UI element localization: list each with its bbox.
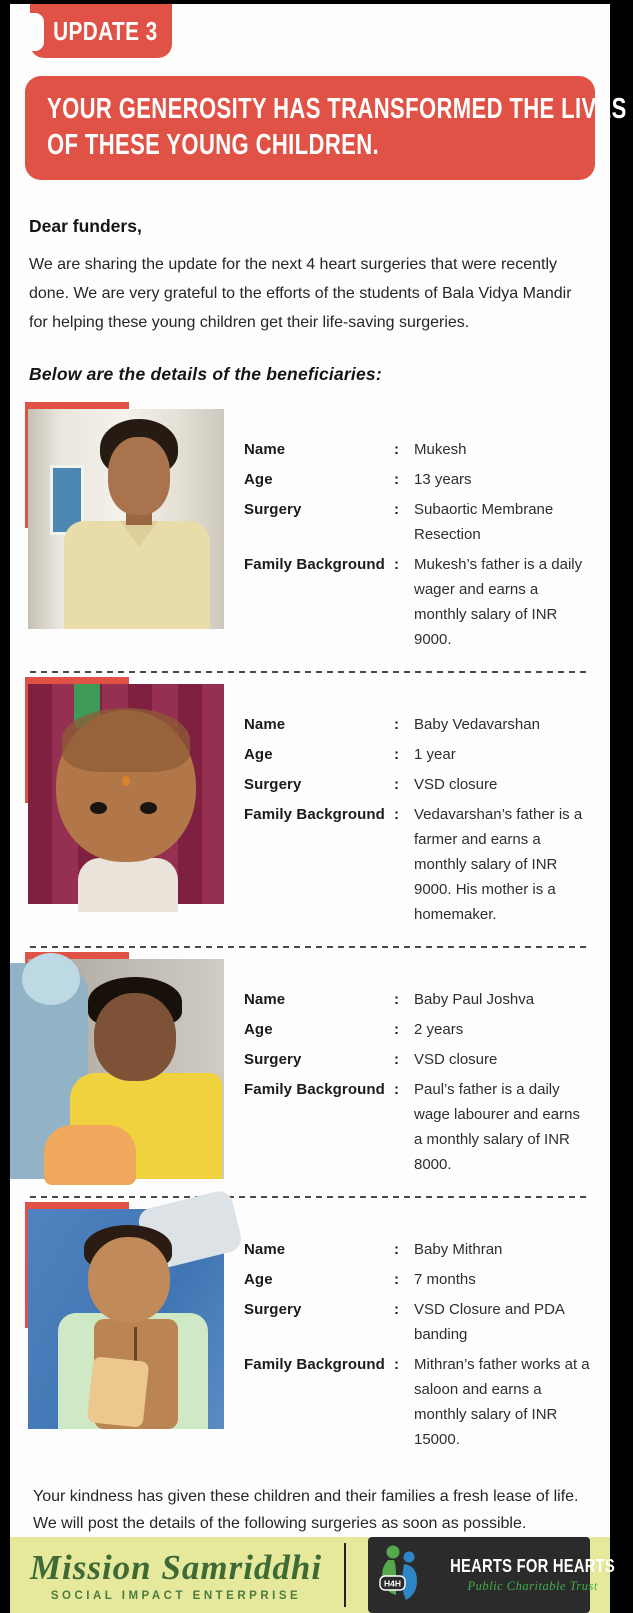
beneficiary-list	[28, 401, 592, 1457]
beneficiary-photo	[28, 684, 224, 904]
detail-row-name	[244, 712, 592, 737]
field-value: 1 year	[414, 746, 456, 763]
field-value: VSD closure	[414, 1051, 498, 1068]
update-badge-label: UPDATE 3	[52, 15, 158, 46]
document-sheet	[10, 4, 627, 1602]
photo-block	[28, 1209, 224, 1429]
photo-decoration	[78, 858, 178, 912]
section-heading: Below are the details of the beneficiaries:	[29, 364, 382, 384]
colon: :	[394, 441, 399, 458]
field-label: Age	[244, 746, 273, 763]
beneficiary-details	[244, 1209, 592, 1457]
beneficiary-photo	[28, 959, 224, 1179]
field-value: Vedavarshan’s father is a farmer and earns a monthly salary of INR 9000. His mother is a homemaker.	[414, 806, 583, 923]
field-label: Age	[244, 1271, 273, 1288]
field-label: Name	[244, 991, 286, 1008]
colon: :	[394, 1051, 399, 1068]
photo-block	[28, 409, 224, 629]
detail-row-surgery	[244, 497, 592, 547]
headline-banner	[25, 76, 627, 180]
beneficiary-photo	[28, 1209, 224, 1429]
detail-row-surgery	[244, 1297, 592, 1347]
field-value: VSD closure	[414, 776, 498, 793]
colon: :	[394, 1241, 399, 1258]
colon: :	[394, 806, 399, 823]
photo-decoration	[94, 993, 176, 1081]
colon: :	[394, 776, 399, 793]
field-value: Mukesh	[414, 441, 467, 458]
detail-row-age	[244, 467, 592, 492]
field-label: Surgery	[244, 776, 302, 793]
photo-block	[28, 684, 224, 904]
field-value: Baby Mithran	[414, 1241, 503, 1258]
field-label: Surgery	[244, 1051, 302, 1068]
detail-row-name	[244, 987, 592, 1012]
photo-block	[28, 959, 224, 1179]
field-label: Surgery	[244, 501, 302, 518]
detail-row-family	[244, 802, 592, 927]
field-value: 2 years	[414, 1021, 464, 1038]
colon: :	[394, 1021, 399, 1038]
hearts-for-hearts-text	[432, 1556, 633, 1594]
field-value: Mukesh’s father is a daily wager and earns a monthly salary of INR 9000.	[414, 556, 583, 648]
headline-line-2: OF THESE YOUNG CHILDREN.	[47, 129, 380, 161]
dashed-divider	[30, 671, 590, 673]
mission-samriddhi-logo	[30, 1549, 322, 1602]
field-value: VSD Closure and PDA banding	[414, 1301, 565, 1343]
colon: :	[394, 501, 399, 518]
colon: :	[394, 1081, 399, 1098]
field-label: Name	[244, 441, 286, 458]
detail-row-surgery	[244, 1047, 592, 1072]
detail-row-family	[244, 1077, 592, 1177]
intro-paragraph: We are sharing the update for the next 4 heart surgeries that were recently done. We are very grateful to the efforts of the students of Bala Vidya Mandir for helping these young children get their life-saving surgeries.	[29, 256, 572, 331]
mission-samriddhi-tagline: SOCIAL IMPACT ENTERPRISE	[50, 1589, 302, 1602]
colon: :	[394, 746, 399, 763]
field-label: Family Background	[244, 806, 385, 823]
beneficiary-photo	[28, 409, 224, 629]
colon: :	[394, 1271, 399, 1288]
detail-row-name	[244, 1237, 592, 1262]
photo-decoration	[140, 802, 157, 814]
mission-samriddhi-wordmark: Mission Samriddhi	[29, 1547, 323, 1587]
headline-line-1: YOUR GENEROSITY HAS TRANSFORMED THE LIVES	[47, 93, 627, 125]
field-label: Age	[244, 1021, 273, 1038]
beneficiary-details	[244, 959, 592, 1182]
field-label: Family Background	[244, 1081, 385, 1098]
field-value: Subaortic Membrane Resection	[414, 501, 554, 543]
field-label: Name	[244, 1241, 286, 1258]
field-value: 13 years	[414, 471, 472, 488]
dashed-divider	[30, 946, 590, 948]
field-value: Mithran’s father works at a saloon and earns a monthly salary of INR 15000.	[414, 1356, 590, 1448]
detail-row-name	[244, 437, 592, 462]
closing-line-2: We will post the details of the following surgeries as soon as possible.	[33, 1515, 527, 1532]
photo-decoration	[90, 802, 107, 814]
colon: :	[394, 991, 399, 1008]
detail-row-family	[244, 1352, 592, 1452]
field-value: Baby Vedavarshan	[414, 716, 540, 733]
field-label: Age	[244, 471, 273, 488]
footer-divider	[344, 1543, 346, 1607]
field-value: Paul’s father is a daily wage labourer and earns a monthly salary of INR 8000.	[414, 1081, 580, 1173]
footer	[10, 1537, 616, 1613]
photo-decoration	[88, 1237, 170, 1323]
colon: :	[394, 556, 399, 573]
beneficiary-card	[28, 1209, 592, 1457]
beneficiary-card	[28, 959, 592, 1182]
field-label: Name	[244, 716, 286, 733]
hearts-for-hearts-tagline: Public Charitable Trust	[467, 1579, 598, 1593]
greeting: Dear funders,	[29, 216, 142, 236]
colon: :	[394, 1356, 399, 1373]
closing-paragraph	[33, 1483, 586, 1537]
closing-line-1: Your kindness has given these children and their families a fresh lease of life.	[33, 1488, 579, 1505]
beneficiary-details	[244, 684, 592, 932]
photo-decoration	[62, 708, 190, 772]
update-badge	[30, 4, 172, 58]
detail-row-family	[244, 552, 592, 652]
detail-row-age	[244, 742, 592, 767]
photo-decoration	[44, 1125, 136, 1185]
photo-decoration	[87, 1356, 150, 1427]
field-label: Family Background	[244, 1356, 385, 1373]
beneficiary-details	[244, 409, 592, 657]
colon: :	[394, 471, 399, 488]
h4h-figures-icon	[378, 1544, 424, 1607]
beneficiary-card	[28, 409, 592, 657]
photo-decoration	[22, 953, 80, 1005]
hearts-for-hearts-wordmark: HEARTS FOR HEARTS	[450, 1556, 616, 1576]
photo-decoration	[108, 437, 170, 515]
hearts-for-hearts-logo	[368, 1537, 616, 1613]
colon: :	[394, 1301, 399, 1318]
detail-row-surgery	[244, 772, 592, 797]
dashed-divider	[30, 1196, 590, 1198]
field-value: 7 months	[414, 1271, 476, 1288]
field-value: Baby Paul Joshva	[414, 991, 535, 1008]
field-label: Family Background	[244, 556, 385, 573]
photo-decoration	[122, 776, 130, 786]
h4h-icon-label: H4H	[384, 1578, 402, 1588]
field-label: Surgery	[244, 1301, 302, 1318]
detail-row-age	[244, 1017, 592, 1042]
colon: :	[394, 716, 399, 733]
detail-row-age	[244, 1267, 592, 1292]
beneficiary-card	[28, 684, 592, 932]
